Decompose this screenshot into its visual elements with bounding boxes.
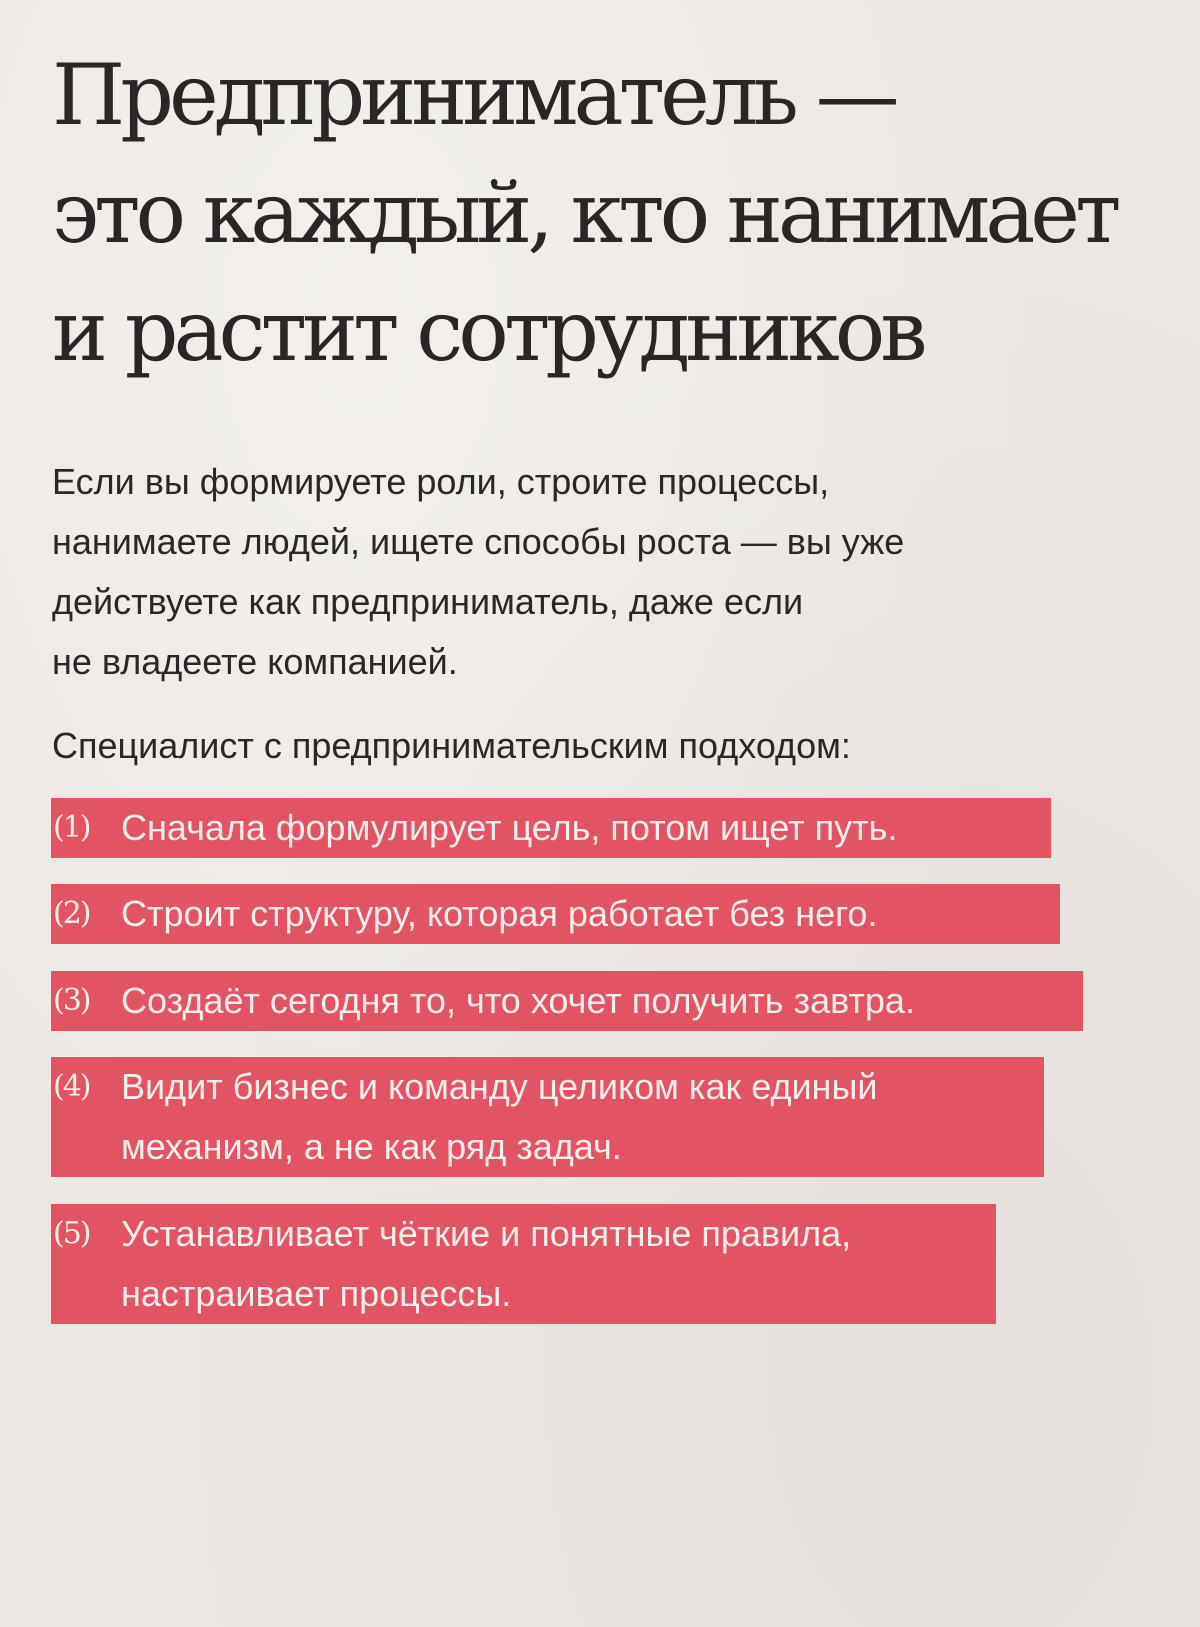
list-item-line: механизм, а не как ряд задач. [121,1126,622,1167]
title-line: и растит сотрудников [52,282,923,380]
list-item-number: (3) [53,983,90,1018]
list-item-line: Видит бизнес и команду целиком как единый [121,1066,878,1107]
list-item-text [121,884,877,944]
list-heading: Специалист с предпринимательским подходом: [52,725,851,766]
intro-line: нанимаете людей, ищете способы роста — вы уже [52,521,905,562]
list-item-number: (4) [53,1069,90,1104]
list-item-number: (5) [53,1216,90,1251]
page-title [52,36,1172,390]
list-item-5 [51,1204,996,1324]
list-item-text [121,798,897,858]
list-item-text [121,1204,851,1324]
list-item-2 [51,884,1060,944]
list-item-4 [51,1057,1044,1177]
list-item-text [121,1057,877,1177]
list-item-number: (1) [53,810,90,845]
list-item-line: Строит структуру, которая работает без него. [121,893,878,934]
list-item-line: Сначала формулирует цель, потом ищет путь. [121,807,898,848]
intro-line: не владеете компанией. [52,641,458,682]
list-item-text [121,971,915,1031]
list-item-line: Устанавливает чёткие и понятные правила, [121,1213,852,1254]
title-line: это каждый, кто нанимает [52,164,1117,262]
list-item-number: (2) [53,896,90,931]
list-item-3 [51,971,1083,1031]
intro-line: действуете как предприниматель, даже если [52,581,804,622]
title-line: Предприниматель — [52,46,895,144]
intro-line: Если вы формируете роли, строите процессы, [52,461,830,502]
intro-paragraph [52,452,1152,692]
list-item-line: Создаёт сегодня то, что хочет получить завтра. [121,980,915,1021]
list-item-line: настраивает процессы. [121,1273,512,1314]
list-item-1 [51,798,1051,858]
